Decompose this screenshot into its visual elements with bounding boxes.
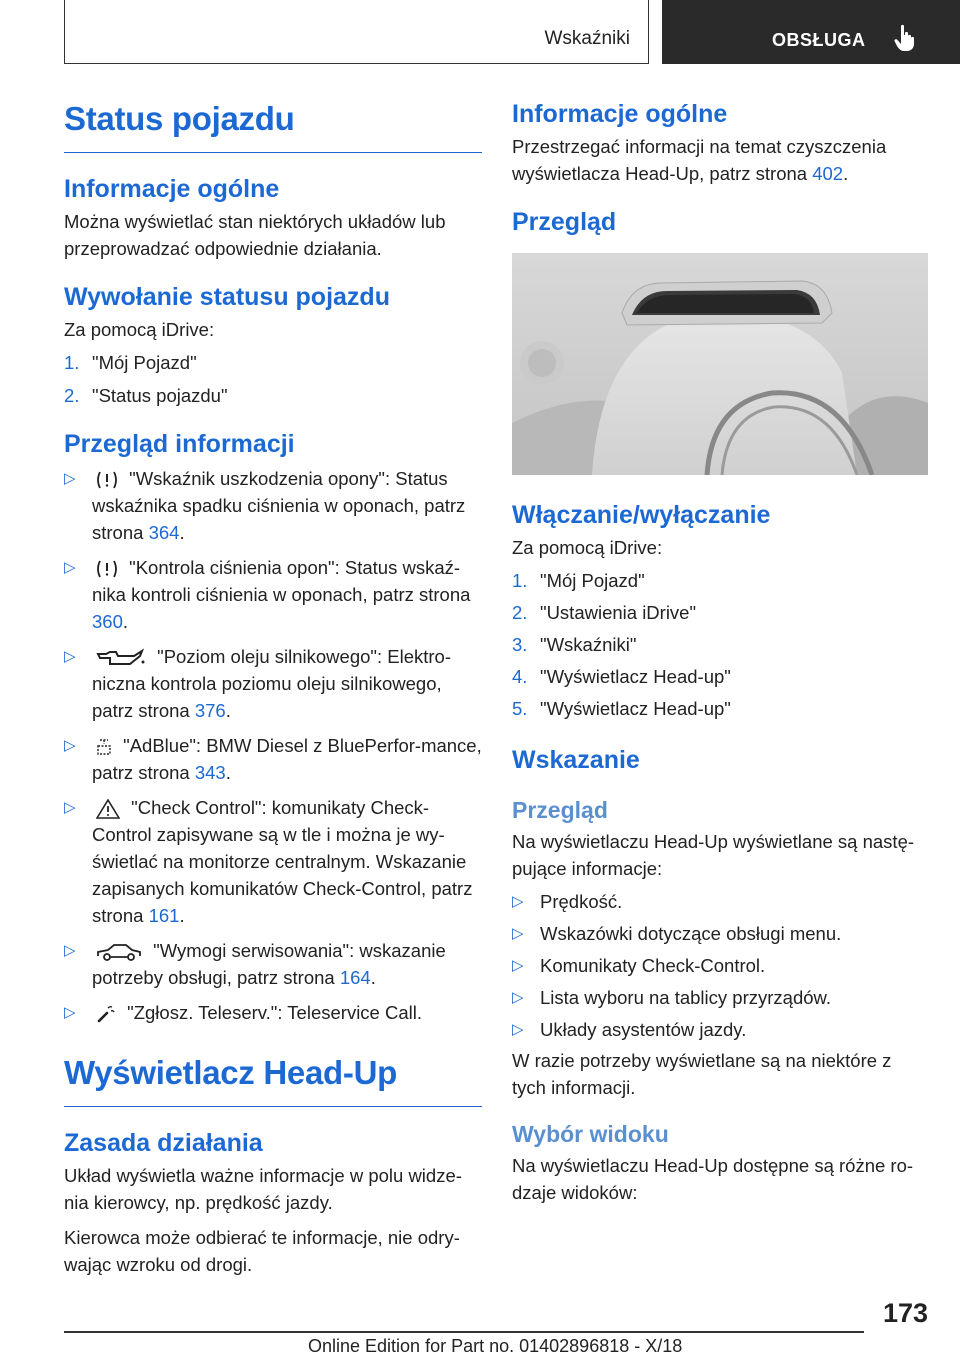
paragraph-principle-1: Układ wyświetla ważne informacje w polu widze-nia kierowcy, np. prędkość jazdy. (64, 1165, 462, 1213)
triangle-bullet-icon: ▷ (64, 942, 76, 959)
info-overview-list (64, 465, 482, 1026)
item-end: . (225, 762, 231, 783)
item-end: . (179, 905, 185, 926)
heading-zasada-dzialania: Zasada działania (64, 1129, 263, 1157)
oil-can-icon (96, 648, 146, 668)
list-item-tire-pressure (64, 554, 482, 635)
item-text: "Poziom oleju silnikowego": Elektro-niczna kontrola poziomu oleju silnikowego, patrz strona (92, 646, 451, 721)
header-chapter-tab (662, 0, 960, 64)
pointing-hand-icon (894, 24, 916, 52)
step-number: 2. (512, 602, 528, 623)
triangle-bullet-icon: ▷ (64, 470, 76, 487)
item-text: "Kontrola ciśnienia opon": Status wskaź-nika kontroli ciśnienia w oponach, patrz strona (92, 557, 471, 605)
list-item (512, 920, 928, 947)
page-number: 173 (882, 1298, 928, 1328)
tire-pressure-icon (96, 559, 118, 579)
step-text: "Wskaźniki" (540, 634, 637, 655)
paragraph-principle-2: Kierowca może odbierać te informacje, nie odry-wając wzroku od drogi. (64, 1227, 460, 1275)
subheading-przeglad: Przegląd (512, 797, 608, 823)
item-text: "Check Control": komunikaty Check-Control zapisywane są w tle i można je wy-świetlać na monitorze centralnym. Wskazanie zapisanych komunikatów Check-Control, patrz strona (92, 797, 473, 926)
warning-triangle-icon (96, 799, 120, 819)
page-link[interactable]: 161 (148, 905, 180, 926)
heading-wlaczanie: Włączanie/wyłączanie (512, 501, 771, 529)
step-item (512, 663, 928, 690)
page-link[interactable]: 343 (194, 762, 226, 783)
paragraph-text: Przestrzegać informacji na temat czyszczenia wyświetlacza Head-Up, patrz strona (512, 136, 887, 184)
page-link[interactable]: 360 (92, 611, 123, 632)
list-item (512, 888, 928, 915)
item-text: "AdBlue": BMW Diesel z BluePerfor-mance, patrz strona (92, 735, 482, 783)
header-section-box (64, 0, 649, 64)
footer-divider (64, 1331, 864, 1333)
subheading-wybor-widoku: Wybór widoku (512, 1121, 669, 1147)
list-item-teleservice (64, 999, 482, 1026)
hud-info-list (512, 888, 928, 1043)
paragraph-view-selection: Na wyświetlaczu Head-Up dostępne są różne ro-dzaje widoków: (512, 1155, 914, 1203)
paragraph-idrive-intro: Za pomocą iDrive: (64, 319, 215, 340)
triangle-bullet-icon: ▷ (64, 648, 76, 665)
step-text: "Wyświetlacz Head-up" (540, 698, 731, 719)
triangle-bullet-icon: ▷ (512, 989, 524, 1006)
adblue-icon (96, 737, 112, 757)
paragraph-hud-note: W razie potrzeby wyświetlane są na niektóre z tych informacji. (512, 1050, 892, 1098)
step-number: 5. (512, 698, 528, 719)
car-service-icon (96, 942, 142, 962)
page-link[interactable]: 364 (148, 522, 180, 543)
heading-wskazanie: Wskazanie (512, 746, 640, 774)
heading-informacje-ogolne-hud: Informacje ogólne (512, 100, 728, 128)
step-text: "Mój Pojazd" (540, 570, 645, 591)
list-item-tire-damage (64, 465, 482, 546)
item-text: "Wskaźnik uszkodzenia opony": Status wskaźnika spadku ciśnienia w oponach, patrz strona (92, 468, 466, 543)
step-number: 4. (512, 666, 528, 687)
triangle-bullet-icon: ▷ (64, 737, 76, 754)
triangle-bullet-icon: ▷ (512, 1021, 524, 1038)
paragraph-cleaning-note (512, 133, 928, 187)
heading-wywolanie-statusu: Wywołanie statusu pojazdu (64, 283, 390, 311)
paragraph-idrive-intro-hud: Za pomocą iDrive: (512, 537, 663, 558)
list-item-adblue (64, 732, 482, 786)
step-text: "Mój Pojazd" (92, 352, 197, 373)
list-item (512, 984, 928, 1011)
step-item (512, 599, 928, 626)
step-number: 1. (512, 570, 528, 591)
list-item-check-control (64, 794, 482, 929)
item-text: "Wymogi serwisowania": wskazanie potrzeby obsługi, patrz strona (92, 940, 446, 988)
step-text: "Ustawienia iDrive" (540, 602, 697, 623)
step-item (512, 695, 928, 722)
step-text: "Wyświetlacz Head-up" (540, 666, 731, 687)
paragraph-hud-info: Na wyświetlaczu Head-Up wyświetlane są nastę-pujące informacje: (512, 831, 915, 879)
paragraph-general-info: Można wyświetlać stan niektórych układów lub przeprowadzać odpowiednie działania. (64, 211, 446, 259)
list-item-oil-level (64, 643, 482, 724)
chapter-label: OBSŁUGA (772, 30, 866, 50)
item-end: . (370, 967, 376, 988)
triangle-bullet-icon: ▷ (64, 559, 76, 576)
page-title-head-up: Wyświetlacz Head-Up (64, 1054, 482, 1107)
tire-warning-icon (96, 470, 118, 490)
item-text: Układy asystentów jazdy. (540, 1019, 747, 1040)
triangle-bullet-icon: ▷ (512, 893, 524, 910)
triangle-bullet-icon: ▷ (64, 799, 76, 816)
step-number: 2. (64, 385, 80, 406)
heading-przeglad: Przegląd (512, 208, 617, 236)
triangle-bullet-icon: ▷ (512, 957, 524, 974)
page-link[interactable]: 164 (339, 967, 371, 988)
step-item (512, 631, 928, 658)
steps-list-hud (512, 567, 928, 722)
list-item-service (64, 937, 482, 991)
step-item (512, 567, 928, 594)
heading-przeglad-informacji: Przegląd informacji (64, 430, 295, 458)
steps-list-status (64, 349, 482, 409)
item-end: . (122, 611, 129, 632)
item-end: . (179, 522, 185, 543)
page-link[interactable]: 376 (194, 700, 226, 721)
step-text: "Status pojazdu" (92, 385, 228, 406)
item-text: Prędkość. (540, 891, 623, 912)
header-section-title: Wskaźniki (544, 28, 630, 49)
page-link[interactable]: 402 (812, 163, 844, 184)
right-column (512, 100, 928, 1206)
step-item (64, 349, 482, 376)
step-number: 1. (64, 352, 80, 373)
paragraph-end: . (843, 163, 849, 184)
page-title-status-pojazdu: Status pojazdu (64, 100, 482, 153)
item-end: . (225, 700, 231, 721)
step-item (64, 382, 482, 409)
step-number: 3. (512, 634, 528, 655)
item-text: Lista wyboru na tablicy przyrządów. (540, 987, 831, 1008)
triangle-bullet-icon: ▷ (64, 1004, 76, 1021)
left-column (64, 100, 482, 1278)
wrench-icon (96, 1004, 116, 1024)
triangle-bullet-icon: ▷ (512, 925, 524, 942)
item-text: "Zgłosz. Teleserv.": Teleservice Call. (127, 1002, 422, 1023)
head-up-display-photo (512, 253, 928, 475)
item-text: Komunikaty Check-Control. (540, 955, 766, 976)
item-text: Wskazówki dotyczące obsługi menu. (540, 923, 842, 944)
footer-edition: Online Edition for Part no. 01402896818 - X/18 (308, 1336, 683, 1356)
list-item (512, 952, 928, 979)
list-item (512, 1016, 928, 1043)
heading-informacje-ogolne: Informacje ogólne (64, 175, 280, 203)
